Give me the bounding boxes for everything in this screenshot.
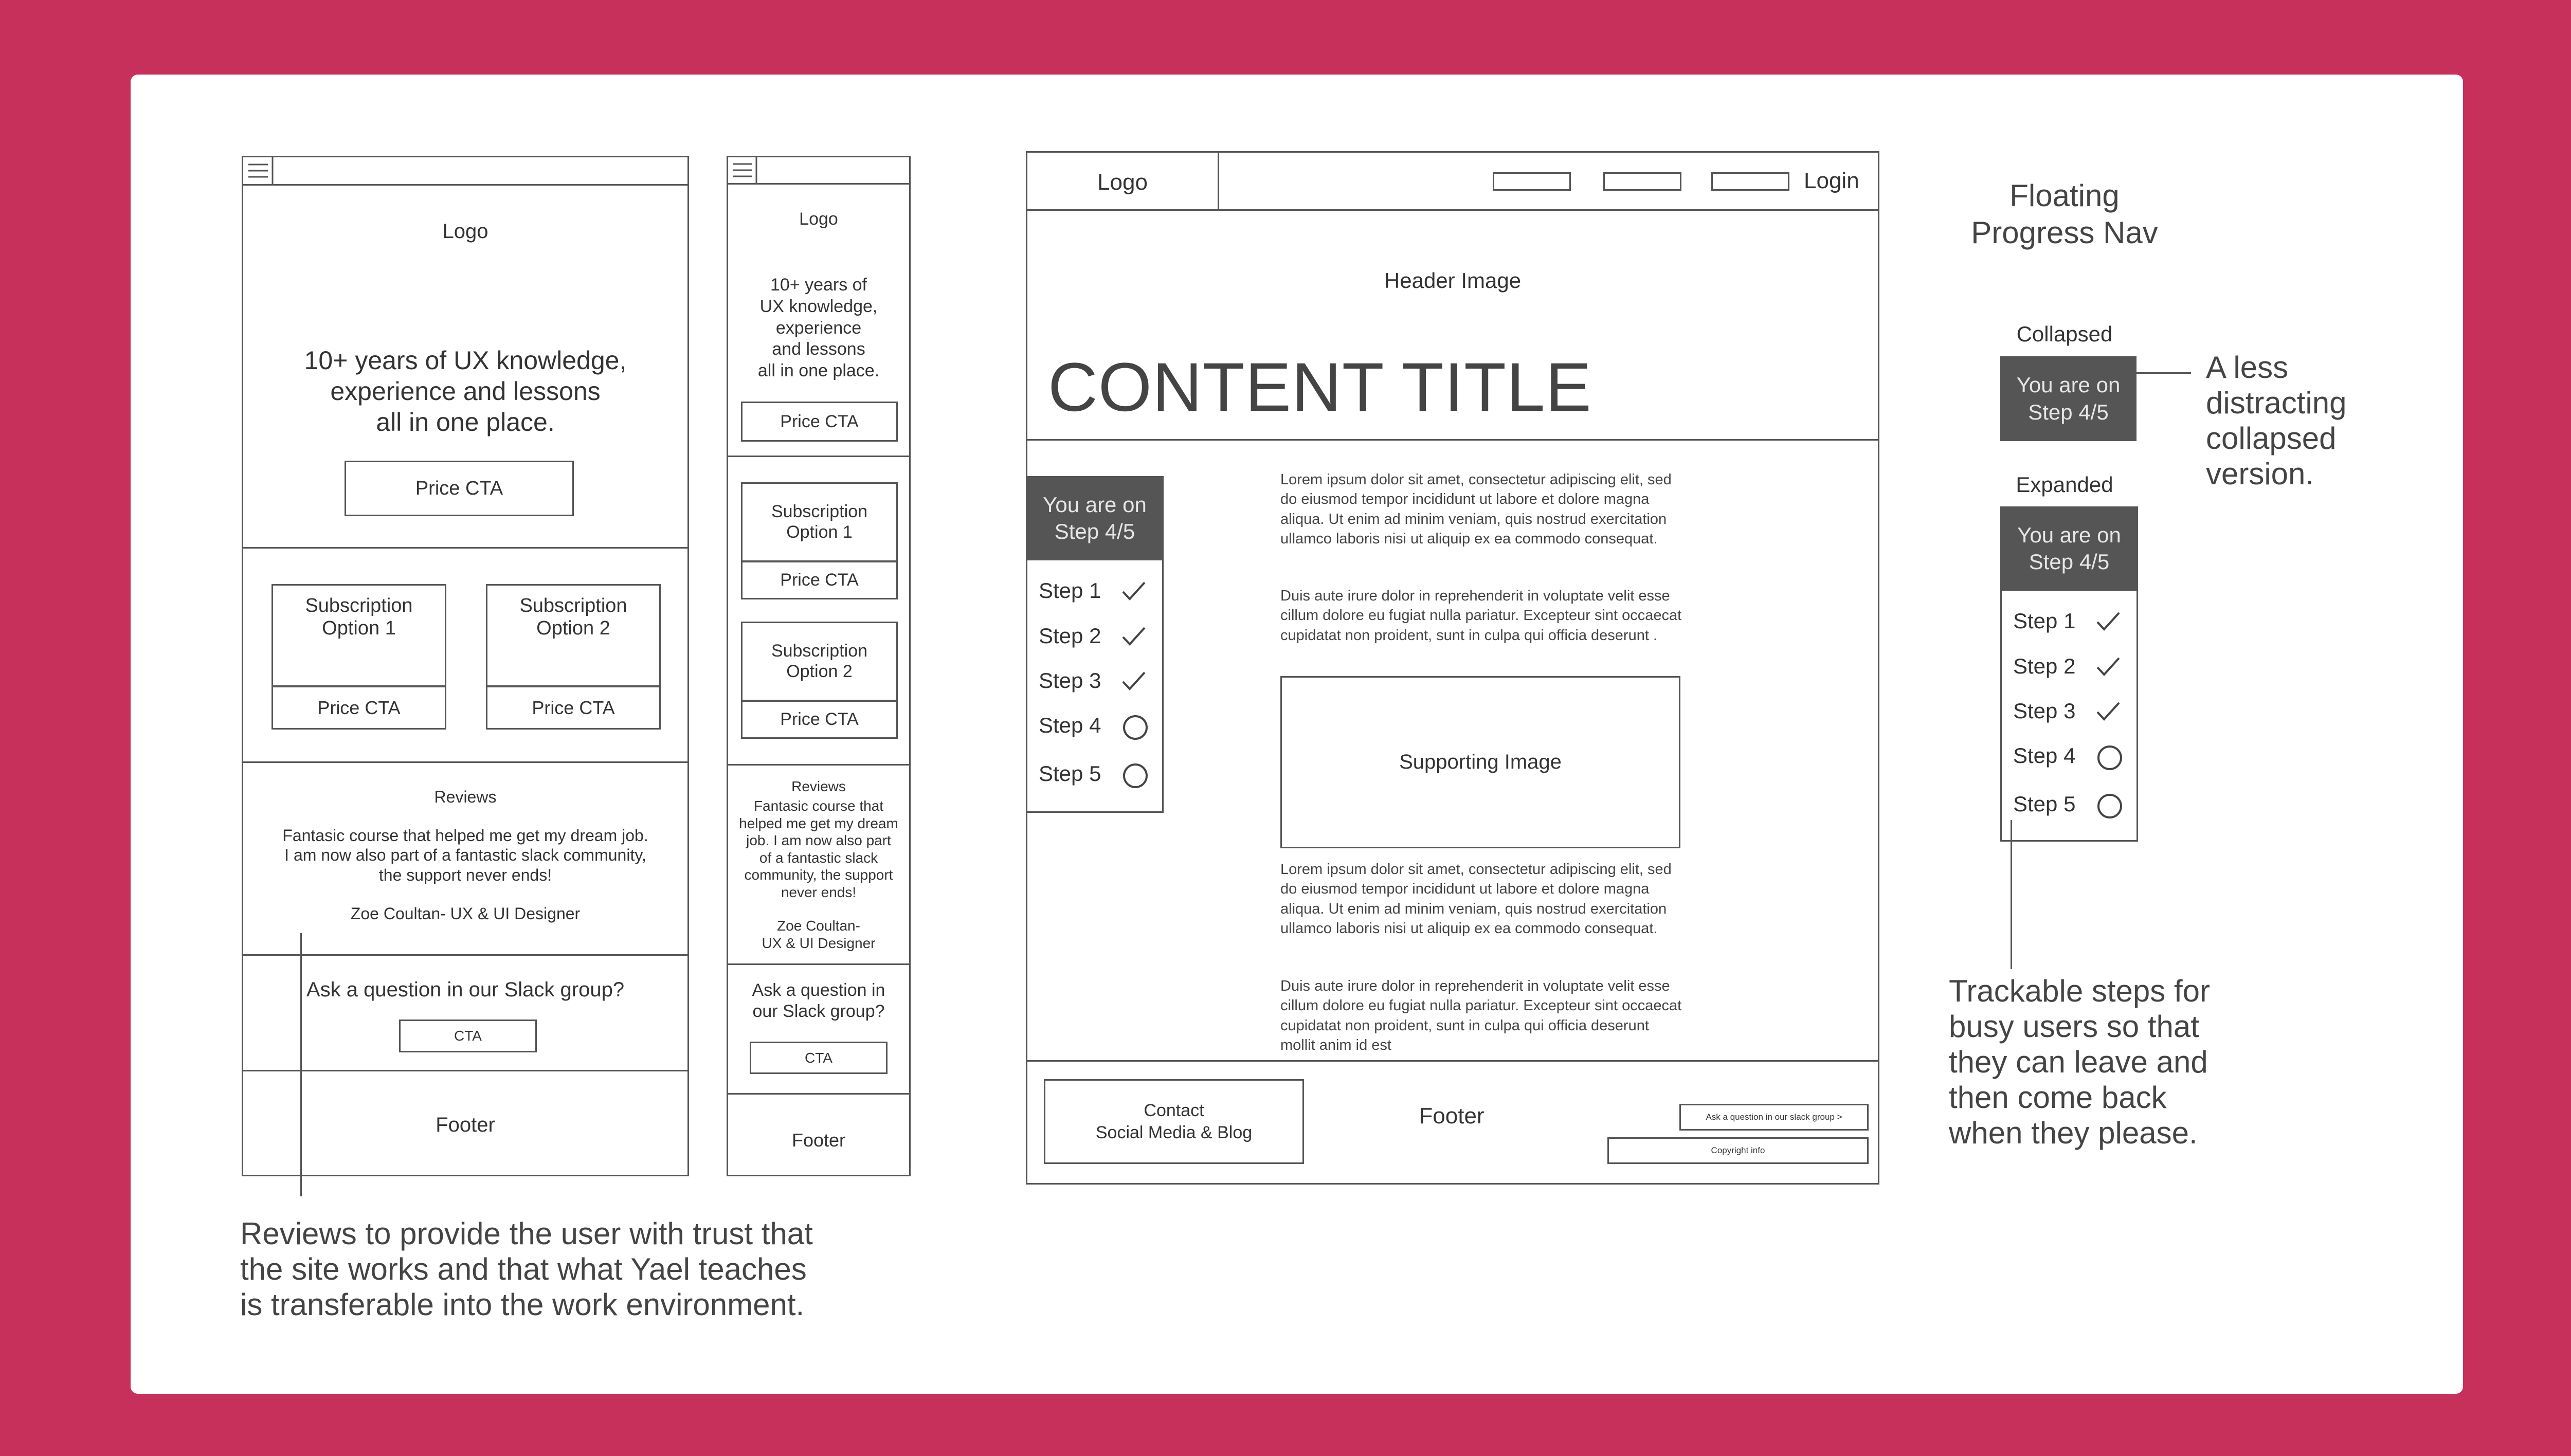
expanded-progress-nav[interactable] [2000,506,2138,842]
step-2-label[interactable]: Step 2 [1039,624,1101,648]
body-paragraph-1: Lorem ipsum dolor sit amet, consectetur adipiscing elit, sed do eiusmod tempor incididunt ut labore et dolore magna aliqua. Ut enim ad minim veniam, quis nostrud exercitation ullamco laboris nisi ut aliquip ex ea commodo consequat. [1280,471,1672,547]
supporting-image: Supporting Image [1280,676,1680,848]
checkmark-icon [2095,701,2121,723]
progress-status: You are on Step 4/5 [2000,506,2138,591]
checkmark-icon [1121,626,1147,648]
slack-cta-button[interactable]: CTA [399,1020,537,1052]
step-3-label[interactable]: Step 3 [1039,668,1101,693]
empty-circle-icon [1122,762,1149,789]
step-5-label[interactable]: Step 5 [1039,761,1101,786]
collapsed-progress-nav[interactable]: You are on Step 4/5 [2000,356,2137,441]
checkmark-icon [1121,670,1147,693]
logo: Logo [799,209,838,229]
progress-nav-desktop[interactable] [1026,476,1164,813]
review-text: Fantasic course that helped me get my dream job. I am now also part of a fantastic slack community, the support never ends! [739,798,898,900]
reviews-note: Reviews to provide the user with trust that the site works and that what Yael teaches is transferable into the work environment. [240,1216,813,1322]
slack-cta-button[interactable]: CTA [750,1042,888,1074]
nav-link-2[interactable] [1603,172,1681,191]
step-4-label[interactable]: Step 4 [2013,743,2076,768]
content-title: CONTENT TITLE [1048,349,1592,426]
step-3-label[interactable]: Step 3 [2013,699,2076,723]
subscription-option-1[interactable]: Subscription Option 1 [271,584,446,687]
nav-link-1[interactable] [1493,172,1571,191]
price-cta-button[interactable]: Price CTA [741,402,898,442]
header-image: Header Image [1384,268,1522,293]
checkmark-icon [2095,656,2121,679]
trackable-steps-note: Trackable steps for busy users so that they can leave and then come back when they please. [1949,974,2210,1150]
footer: Footer [1419,1103,1484,1129]
price-cta-button[interactable]: Price CTA [345,461,574,516]
subscription-1-price-cta[interactable]: Price CTA [741,561,898,599]
logo: Logo [442,220,488,243]
empty-circle-icon [2096,744,2123,771]
wireframe-tablet [242,156,689,1176]
slack-question: Ask a question in our Slack group? [306,978,625,1001]
step-5-label[interactable]: Step 5 [2013,792,2076,816]
review-text: Fantasic course that helped me get my dream job. I am now also part of a fantastic slack community, the support never ends! [282,826,648,884]
trackable-connector-line [2011,820,2012,969]
footer: Footer [791,1130,846,1151]
review-author: Zoe Coultan- UX & UI Designer [762,918,876,951]
reviews-title: Reviews [434,788,497,806]
empty-circle-icon [2096,793,2123,820]
login-link[interactable]: Login [1804,168,1859,193]
collapsed-connector-line [2137,372,2191,374]
progress-status: You are on Step 4/5 [1026,476,1164,560]
reviews-connector-line [300,933,302,1196]
hamburger-menu-icon [728,157,758,185]
slack-question: Ask a question in our Slack group? [752,980,885,1021]
checkmark-icon [2095,611,2121,633]
step-4-label[interactable]: Step 4 [1039,713,1101,737]
slack-group-link[interactable]: Ask a question in our slack group > [1679,1104,1869,1131]
body-paragraph-4: Duis aute irure dolor in reprehenderit in voluptate velit esse cillum dolore eu fugiat nulla pariatur. Excepteur sint occaecat cupidatat non proident, sunt in culpa qui officia deserunt mollit anim id est [1280,978,1682,1053]
subscription-option-2[interactable]: Subscription Option 2 [741,622,898,701]
copyright-info: Copyright info [1607,1137,1869,1164]
hamburger-menu-icon [243,157,274,186]
subscription-2-price-cta[interactable]: Price CTA [486,686,661,730]
body-paragraph-2: Duis aute irure dolor in reprehenderit in voluptate velit esse cillum dolore eu fugiat nulla pariatur. Excepteur sint occaecat cupidatat non proident, sunt in culpa qui officia deserunt . [1280,588,1682,644]
expanded-label: Expanded [2016,472,2113,497]
reviews-title: Reviews [791,778,846,794]
subscription-option-1[interactable]: Subscription Option 1 [741,482,898,562]
hero-text: 10+ years of UX knowledge, experience and lessons all in one place. [757,275,880,381]
step-1-label[interactable]: Step 1 [1039,578,1101,603]
collapsed-label: Collapsed [2016,322,2113,346]
body-paragraph-3: Lorem ipsum dolor sit amet, consectetur adipiscing elit, sed do eiusmod tempor incididunt ut labore et dolore magna aliqua. Ut enim ad minim veniam, quis nostrud exercitation ullamco laboris nisi ut aliquip ex ea commodo consequat. [1280,861,1672,937]
hero-text: 10+ years of UX knowledge, experience and lessons all in one place. [304,346,627,436]
step-1-label[interactable]: Step 1 [2013,609,2076,633]
less-distracting-note: A less distracting collapsed version. [2206,350,2347,491]
wireframe-mobile [727,156,911,1176]
review-author: Zoe Coultan- UX & UI Designer [350,904,581,923]
checkmark-icon [1121,580,1147,603]
floating-nav-title: Floating Progress Nav [1971,178,2158,250]
subscription-1-price-cta[interactable]: Price CTA [271,686,446,730]
logo: Logo [1097,170,1148,195]
empty-circle-icon [1122,714,1149,741]
contact-box[interactable]: Contact Social Media & Blog [1044,1079,1304,1164]
step-2-label[interactable]: Step 2 [2013,654,2076,678]
nav-link-3[interactable] [1711,172,1789,191]
footer: Footer [436,1114,495,1136]
subscription-2-price-cta[interactable]: Price CTA [741,700,898,739]
subscription-option-2[interactable]: Subscription Option 2 [486,584,661,687]
